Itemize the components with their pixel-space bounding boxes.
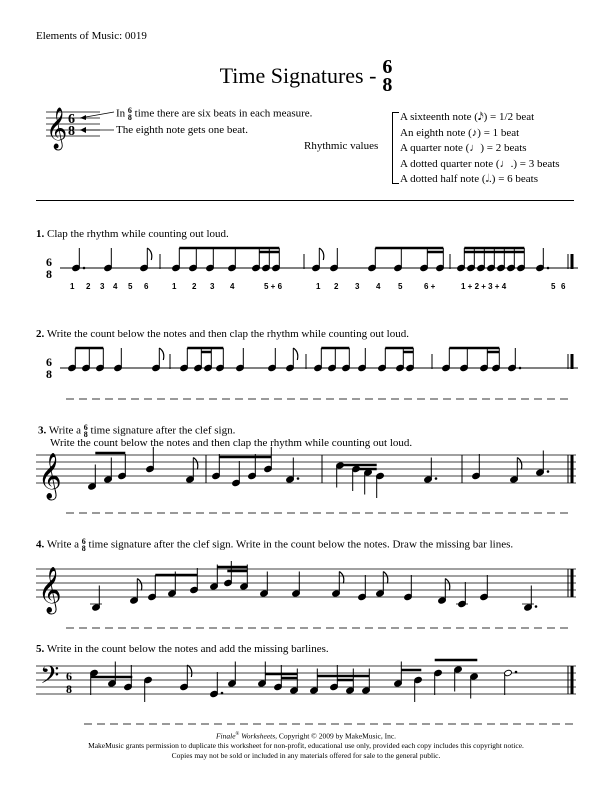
- ts-eight-icon: 8: [66, 682, 72, 696]
- flag: [339, 572, 344, 584]
- question-3: 3. Write a 6 8 time signature after the clef sign.: [38, 423, 236, 439]
- count: 4: [376, 282, 381, 291]
- rv-item-sixteenth: A sixteenth note (𝅘𝅥𝅯) = 1/2 beat: [400, 111, 535, 123]
- dot: [83, 267, 86, 270]
- dot: [297, 477, 300, 480]
- footer-line-2: MakeMusic grants permission to duplicate this worksheet for non-profit, educational use only, provided each copy includes this copyright notice.: [88, 741, 524, 750]
- title-text: Time Signatures -: [219, 63, 377, 88]
- count: 1 + 2 + 3 + 4: [461, 282, 507, 291]
- count: 5 + 6: [264, 282, 283, 291]
- treble-clef-icon: 𝄞: [46, 108, 68, 149]
- count: 4: [113, 282, 118, 291]
- question-3-line-2: Write the count below the notes and then clap the rhythm while counting out loud.: [50, 437, 413, 449]
- ts-six-icon: 6: [66, 669, 72, 683]
- rhythmic-values-label: Rhythmic values: [304, 140, 379, 152]
- count: 6: [144, 282, 149, 291]
- count: 1: [70, 282, 75, 291]
- intro-line1-post: time there are six beats in each measure.: [134, 107, 313, 120]
- rv-item-quarter: A quarter note (♩) = 2 beats: [400, 142, 527, 155]
- rv-item-eighth: An eighth note (♪) = 1 beat: [400, 126, 520, 139]
- flag: [517, 458, 522, 470]
- count: 3: [210, 282, 215, 291]
- rv-item-dotted-half: A dotted half note (𝅗𝅥.) = 6 beats: [400, 173, 539, 186]
- question-2: 2. Write the count below the notes and then clap the rhythm while counting out loud.: [36, 328, 409, 340]
- bass-clef-icon: 𝄢: [40, 661, 60, 696]
- count: 3: [355, 282, 360, 291]
- count: 3: [100, 282, 105, 291]
- dot: [535, 605, 538, 608]
- footer-line-3: Copies may not be sold or included in any materials offered for sale to the general public.: [171, 750, 441, 760]
- dot: [519, 367, 522, 370]
- dot: [435, 477, 438, 480]
- ts-six-icon: 6: [46, 355, 52, 369]
- series-label: Elements of Music: 0019: [36, 30, 147, 42]
- count: 2: [192, 282, 197, 291]
- flag: [159, 348, 164, 360]
- dot: [547, 470, 550, 473]
- flag: [445, 579, 450, 591]
- footer: [0, 730, 612, 760]
- flag: [137, 579, 142, 591]
- dot: [547, 267, 550, 270]
- dot: [221, 692, 224, 695]
- count: 5: [128, 282, 133, 291]
- question-5: 5. Write in the count below the notes and add the missing barlines.: [36, 643, 329, 655]
- flag: [147, 248, 152, 260]
- flag: [187, 665, 192, 677]
- flag: [383, 572, 388, 584]
- q1-counts: [0, 282, 612, 294]
- count: 5: [551, 282, 556, 291]
- count: 2: [86, 282, 91, 291]
- ts-six-icon: 6: [46, 255, 52, 269]
- flag: [293, 348, 298, 360]
- question-1: 1. Clap the rhythm while counting out loud.: [36, 228, 229, 240]
- flag: [193, 458, 198, 470]
- ts-bottom: 8: [382, 74, 393, 96]
- count: 4: [230, 282, 235, 291]
- ts-six-icon: 6: [68, 112, 75, 127]
- dot: [515, 671, 518, 674]
- count: 1: [316, 282, 321, 291]
- count: 5: [398, 282, 403, 291]
- count: 6: [561, 282, 566, 291]
- count: 2: [334, 282, 339, 291]
- intro-ts: 6 8: [127, 106, 132, 122]
- ts-eight-icon: 8: [68, 124, 75, 139]
- treble-clef-icon: 𝄞: [38, 453, 62, 499]
- intro-line-2: The eighth note gets one beat.: [116, 124, 248, 136]
- footer-line-1: Finale® Worksheets, Copyright © 2009 by MakeMusic, Inc.: [215, 731, 397, 741]
- count: 1: [172, 282, 177, 291]
- rv-item-dotted-quarter: A dotted quarter note (♩.) = 3 beats: [400, 157, 560, 170]
- flag: [319, 248, 324, 260]
- question-4: 4. Write a 6 8 time signature after the clef sign. Write in the count below the notes. Draw the missing bar lines.: [36, 537, 514, 553]
- ts-eight-icon: 8: [46, 367, 52, 381]
- treble-clef-icon: 𝄞: [38, 567, 62, 613]
- count: 6 +: [424, 282, 436, 291]
- ts-eight-icon: 8: [46, 267, 52, 281]
- ts-top: 6: [382, 56, 393, 78]
- intro-line1-pre: In: [116, 107, 126, 120]
